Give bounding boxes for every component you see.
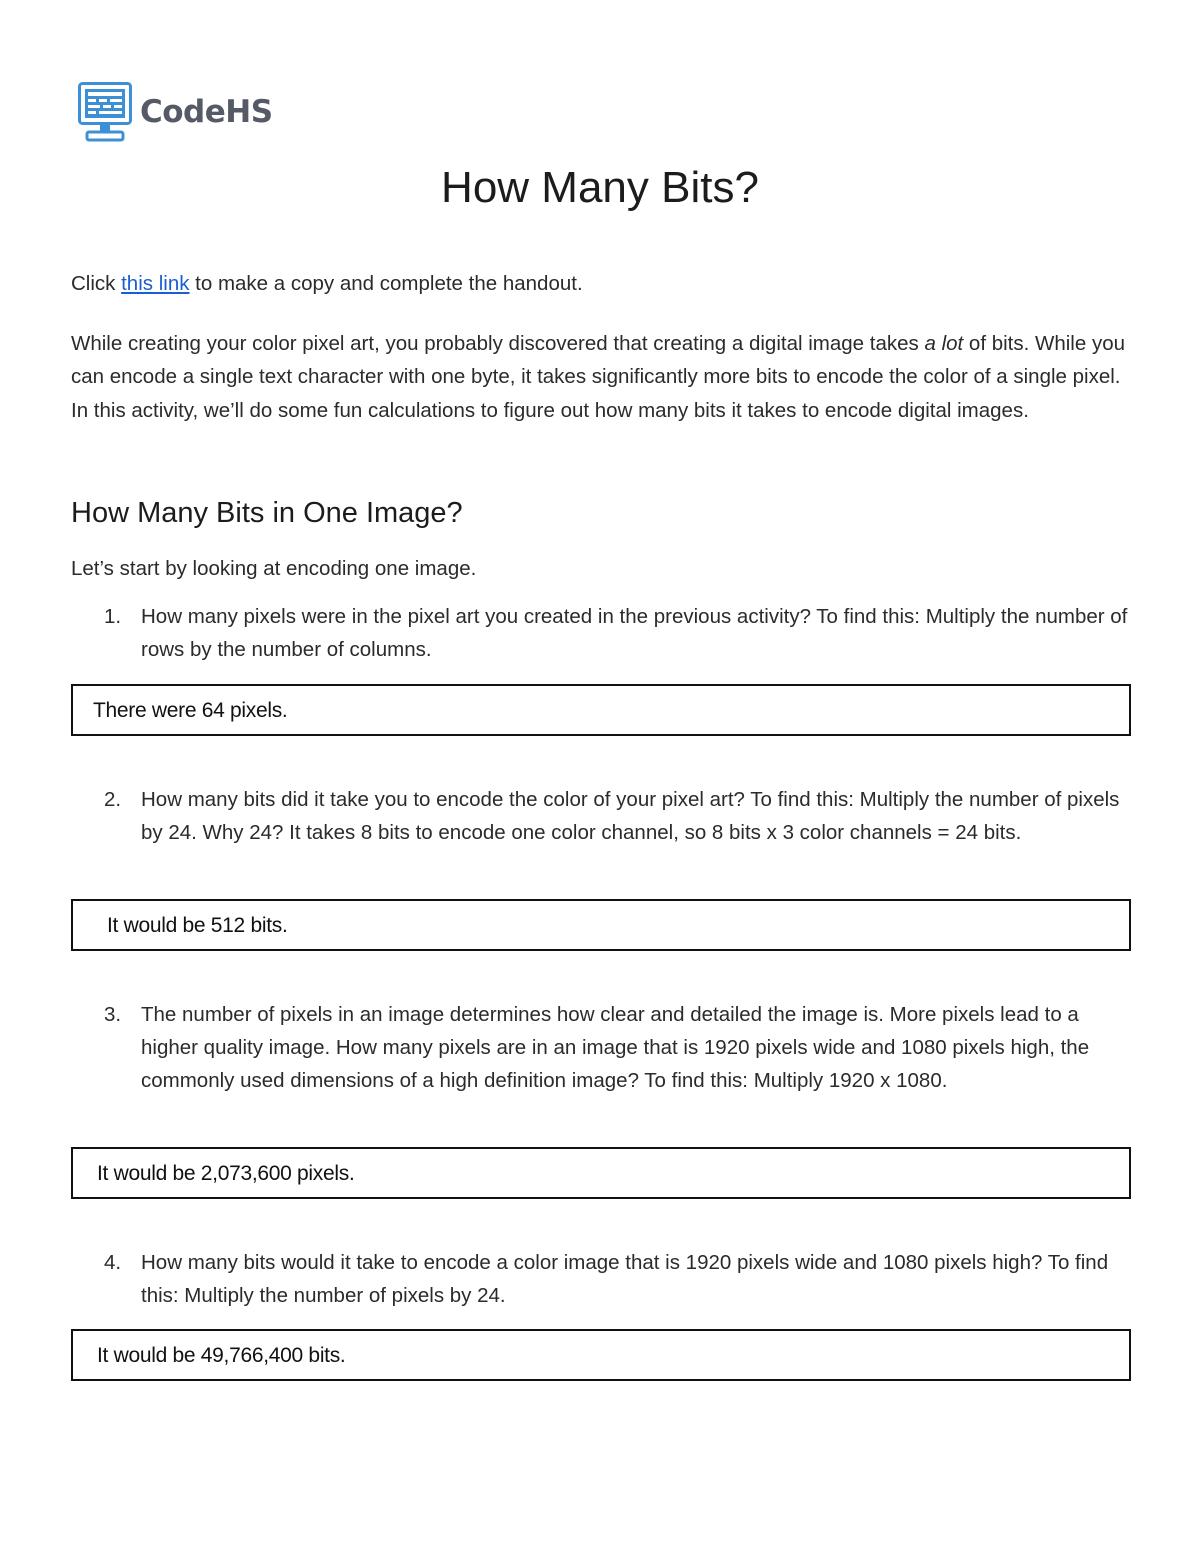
answer-box-4[interactable] [71,1329,1131,1381]
answer-text: It would be 49,766,400 bits. [97,1344,346,1367]
answer-text: It would be 512 bits. [107,914,288,937]
computer-monitor-icon [78,82,132,142]
answer-box-1[interactable] [71,684,1131,736]
answer-text: It would be 2,073,600 pixels. [97,1162,355,1185]
intro-text-part-1: While creating your color pixel art, you probably discovered that creating a digital image takes [71,332,925,355]
question-number: 1. [104,605,122,628]
question-text: The number of pixels in an image determines how clear and detailed the image is. More pixels lead to a higher quality image. How many pixels are in an image that is 1920 pixels wide and 1080 pixels high, the commonly used dimensions of a high definition image? To find this: Multiply 1920 x 1080. [141,1003,1090,1092]
question-text: How many pixels were in the pixel art you created in the previous activity? To find this: Multiply the number of rows by the number of columns. [141,605,1128,661]
intro-paragraph [71,327,1141,427]
question-text: How many bits did it take you to encode the color of your pixel art? To find this: Multiply the number of pixels by 24. Why 24? It takes 8 bits to encode one color channel, so 8 bits x 3 color channels = 24 bits. [141,788,1120,844]
intro-text-part-2: of bits. While you can encode a single text character with one byte, it takes significantly more bits to encode the color of a single pixel. In this activity, we’ll do some fun calculations to figure out how many bits it takes to encode digital images. [71,332,1126,422]
copy-link[interactable]: this link [121,272,190,295]
question-text: How many bits would it take to encode a color image that is 1920 pixels wide and 1080 pixels high? To find this: Multiply the number of pixels by 24. [141,1251,1109,1307]
page-title: How Many Bits? [441,163,759,212]
question-number: 4. [104,1251,122,1274]
question-number: 3. [104,1003,122,1026]
answer-box-2[interactable] [71,899,1131,951]
section-lead: Let’s start by looking at encoding one image. [71,557,477,580]
instruction-text-before: Click [71,272,122,295]
instruction-line [71,267,1141,300]
question-number: 2. [104,788,122,811]
answer-text: There were 64 pixels. [93,699,288,722]
codehs-logo [78,82,273,142]
intro-emphasis: a lot [924,332,964,355]
answer-box-3[interactable] [71,1147,1131,1199]
logo-text: CodeHS [140,94,273,130]
instruction-text-after: to make a copy and complete the handout. [189,272,583,295]
section-heading: How Many Bits in One Image? [71,497,463,529]
